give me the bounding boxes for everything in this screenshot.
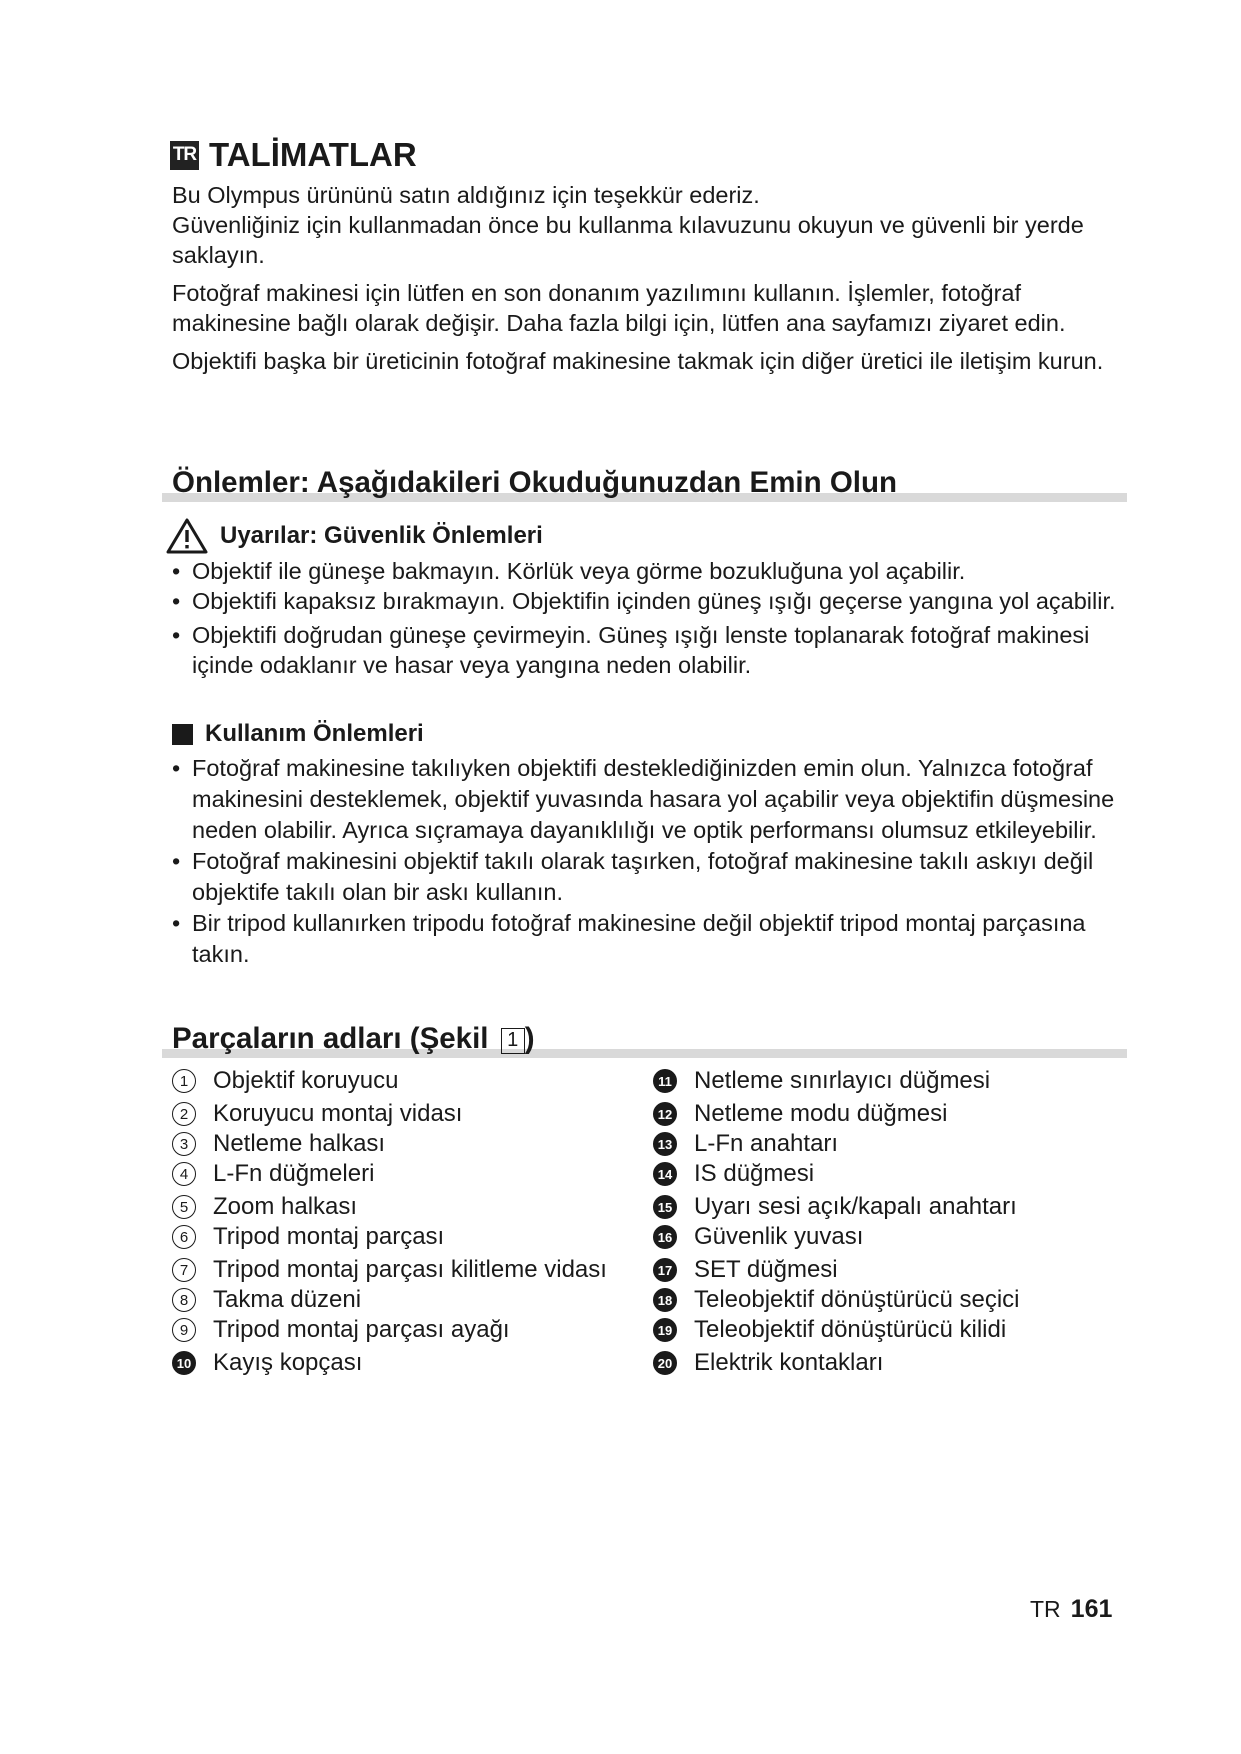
part-label: Koruyucu montaj vidası [213,1100,463,1127]
part-label: Güvenlik yuvası [694,1223,864,1250]
item-number: 15 [653,1195,677,1219]
intro-paragraph: Bu Olympus ürününü satın aldığınız için teşekkür ederiz. [172,182,760,208]
list-item [172,1066,642,1096]
list-item: • Fotoğraf makinesine takılıyken objektifi desteklediğinizden emin olun. Yalnızca fotoğraf makinesini desteklemek, objektif yuvasında hasara yol açabilir veya objektifin düşmesine neden olabilir. Ayrıca sıçramaya dayanıklılığı ve optik performansı olumsuz etkileyebilir. [172,753,1132,846]
item-number: 12 [653,1102,677,1126]
parts-list-right [653,1066,1123,1378]
list-item [653,1099,1123,1129]
item-number: 4 [172,1162,196,1186]
item-number: 20 [653,1351,677,1375]
part-label: Tripod montaj parçası [213,1223,445,1250]
item-number: 13 [653,1132,677,1156]
warnings-heading [166,518,543,554]
page-footer [1030,1595,1112,1624]
item-number: 9 [172,1318,196,1342]
part-label: Netleme sınırlayıcı düğmesi [694,1067,991,1094]
footer-language: TR [1030,1596,1061,1622]
intro-text [172,180,1132,384]
part-label: IS düğmesi [694,1160,815,1187]
item-number: 5 [172,1195,196,1219]
list-item: • Bir tripod kullanırken tripodu fotoğraf makinesine değil objektif tripod montaj parçasına takın. [172,908,1132,970]
list-item [172,1222,642,1252]
part-label: Takma düzeni [213,1286,362,1313]
list-item [172,1099,642,1129]
item-number: 10 [172,1351,196,1375]
language-badge: TR [170,141,199,170]
usage-title: Kullanım Önlemleri [205,720,424,747]
parts-heading-close: ) [524,1022,535,1055]
item-number: 8 [172,1288,196,1312]
part-label: Tripod montaj parçası ayağı [213,1316,510,1343]
part-label: Netleme modu düğmesi [694,1100,948,1127]
list-item [653,1192,1123,1222]
list-item: • Fotoğraf makinesini objektif takılı olarak taşırken, fotoğraf makinesine takılı askıyı değil objektife takılı olan bir askı kullanın. [172,846,1132,908]
part-label: Tripod montaj parçası kilitleme vidası [213,1256,607,1283]
list-item [172,1192,642,1222]
usage-heading [172,720,424,748]
list-item [653,1348,1123,1378]
parts-heading-text: Parçaların adları (Şekil [172,1022,489,1055]
black-square-icon [172,724,193,745]
part-label: L-Fn düğmeleri [213,1160,375,1187]
warning-triangle-icon [166,518,208,554]
list-item [653,1255,1123,1285]
item-number: 2 [172,1102,196,1126]
item-number: 1 [172,1069,196,1093]
list-item: • Objektifi doğrudan güneşe çevirmeyin. Güneş ışığı lenste toplanarak fotoğraf makinesi içinde odaklanır ve hasar veya yangına neden olabilir. [172,620,1132,680]
list-item: • Objektifi kapaksız bırakmayın. Objektifin içinden güneş ışığı geçerse yangına yol açabilir. [172,586,1132,616]
intro-paragraph: Fotoğraf makinesi için lütfen en son donanım yazılımını kullanın. İşlemler, fotoğraf makinesine bağlı olarak değişir. Daha fazla bilgi için, lütfen ana sayfamızı ziyaret edin. [172,280,1066,336]
part-label: Netleme halkası [213,1130,386,1157]
title-row [170,136,417,174]
part-label: Elektrik kontakları [694,1349,884,1376]
page-title: TALİMATLAR [209,136,417,173]
parts-heading [172,1022,535,1056]
part-label: Uyarı sesi açık/kapalı anahtarı [694,1193,1017,1220]
parts-list-left [172,1066,642,1378]
item-number: 17 [653,1258,677,1282]
part-label: Teleobjektif dönüştürücü kilidi [694,1316,1007,1343]
part-label: Kayış kopçası [213,1349,363,1376]
page-number: 161 [1070,1595,1113,1623]
item-number: 11 [653,1069,677,1093]
list-item [653,1285,1123,1315]
item-number: 3 [172,1132,196,1156]
list-item [172,1285,642,1315]
list-item [172,1348,642,1378]
warnings-list [172,556,1132,680]
warnings-title: Uyarılar: Güvenlik Önlemleri [220,522,543,549]
part-label: Objektif koruyucu [213,1067,399,1094]
precautions-heading: Önlemler: Aşağıdakileri Okuduğunuzdan Emin Olun [172,466,898,499]
list-item [653,1222,1123,1252]
usage-list [172,753,1132,970]
list-item [172,1159,642,1189]
intro-paragraph: Objektifi başka bir üreticinin fotoğraf makinesine takmak için diğer üretici ile iletişim kurun. [172,348,1104,374]
list-item [653,1066,1123,1096]
list-item [172,1315,642,1345]
item-number: 14 [653,1162,677,1186]
list-item: • Objektif ile güneşe bakmayın. Körlük veya görme bozukluğuna yol açabilir. [172,556,1132,586]
list-item [653,1159,1123,1189]
item-number: 18 [653,1288,677,1312]
item-number: 16 [653,1225,677,1249]
part-label: SET düğmesi [694,1256,838,1283]
intro-paragraph: Güvenliğiniz için kullanmadan önce bu kullanma kılavuzunu okuyun ve güvenli bir yerde saklayın. [172,212,1084,268]
part-label: Teleobjektif dönüştürücü seçici [694,1286,1020,1313]
item-number: 7 [172,1258,196,1282]
part-label: L-Fn anahtarı [694,1130,839,1157]
list-item [653,1129,1123,1159]
item-number: 6 [172,1225,196,1249]
list-item [172,1255,642,1285]
list-item [172,1129,642,1159]
list-item [653,1315,1123,1345]
item-number: 19 [653,1318,677,1342]
part-label: Zoom halkası [213,1193,358,1220]
figure-reference: 1 [501,1028,525,1054]
